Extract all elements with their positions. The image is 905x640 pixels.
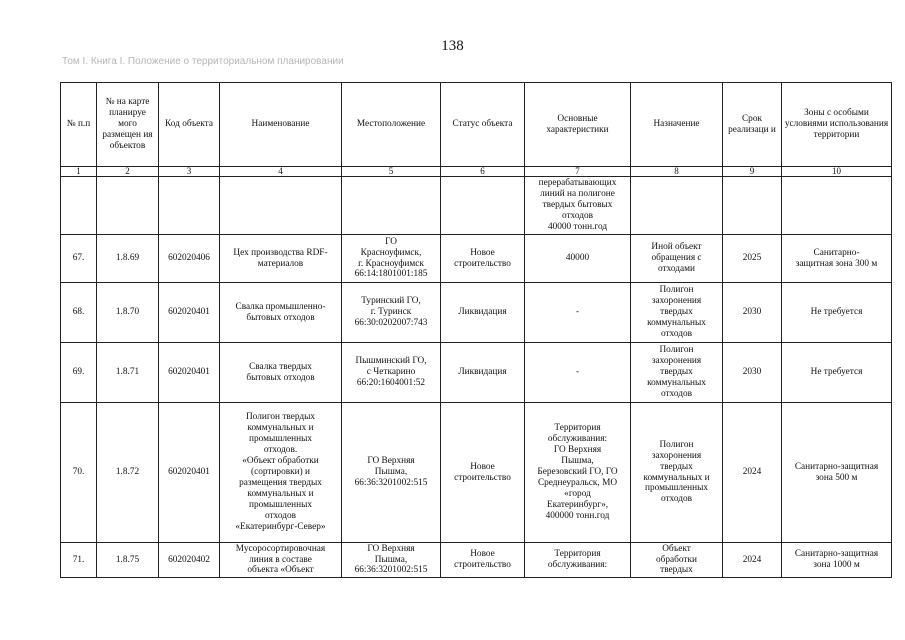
table-cell-code: 602020401 xyxy=(159,283,220,343)
table-cell-no: 70. xyxy=(61,403,97,543)
column-number: 4 xyxy=(220,167,342,177)
table-row xyxy=(61,543,892,578)
table-cell-status: Ликвидация xyxy=(441,343,525,403)
table-cell xyxy=(441,177,525,235)
table-cell-status: Ликвидация xyxy=(441,283,525,343)
header-cell-status: Статус объекта xyxy=(441,83,525,167)
header-cell-no: № п.п xyxy=(61,83,97,167)
table-cell-purpose: Полигон захоронения твердых коммунальных отходов xyxy=(631,343,723,403)
table-cell-term: 2024 xyxy=(723,403,782,543)
table-row xyxy=(61,403,892,543)
table-cell-name: Свалка промышленно- бытовых отходов xyxy=(220,283,342,343)
table-cell-status: Новое строительство xyxy=(441,543,525,578)
table-cell-purpose: Иной объект обращения с отходами xyxy=(631,235,723,283)
table-cell-name: Цех производства RDF- материалов xyxy=(220,235,342,283)
running-header: Том I. Книга I. Положение о территориальном планировании xyxy=(62,56,344,67)
table-cell-status: Новое строительство xyxy=(441,403,525,543)
table-cell xyxy=(97,177,159,235)
table-cell-term: 2025 xyxy=(723,235,782,283)
table-row xyxy=(61,343,892,403)
column-number: 8 xyxy=(631,167,723,177)
table-cell-characteristics: Территория обслуживания: ГО Верхняя Пышма, Березовский ГО, ГО Среднеуральск, МО «город Екатеринбург», 400000 тонн.год xyxy=(525,403,631,543)
table-cell-map-no: 1.8.69 xyxy=(97,235,159,283)
table-cell xyxy=(220,177,342,235)
header-row xyxy=(61,83,892,167)
table-cell-purpose: Полигон захоронения твердых коммунальных отходов xyxy=(631,283,723,343)
table-cell xyxy=(631,177,723,235)
table-cell-characteristics: 40000 xyxy=(525,235,631,283)
table-cell-name: Полигон твердых коммунальных и промышленных отходов. «Объект обработки (сортировки) и размещения твердых коммунальных и промышленных отходов «Екатеринбург-Север» xyxy=(220,403,342,543)
table-cell-no: 67. xyxy=(61,235,97,283)
table-cell xyxy=(61,177,97,235)
table-row xyxy=(61,235,892,283)
column-number: 3 xyxy=(159,167,220,177)
table-cell-status: Новое строительство xyxy=(441,235,525,283)
column-number: 9 xyxy=(723,167,782,177)
header-cell-map-no: № на карте планируе мого размещен ия объектов xyxy=(97,83,159,167)
header-cell-characteristics: Основные характеристики xyxy=(525,83,631,167)
table-cell-zones: Санитарно- защитная зона 300 м xyxy=(782,235,892,283)
column-number: 1 xyxy=(61,167,97,177)
header-cell-name: Наименование xyxy=(220,83,342,167)
table-cell-purpose: Полигон захоронения твердых коммунальных и промышленных отходов xyxy=(631,403,723,543)
column-number-row xyxy=(61,167,892,177)
table-cell-characteristics: Территория обслуживания: xyxy=(525,543,631,578)
column-number: 5 xyxy=(342,167,441,177)
table-cell-zones: Санитарно-защитная зона 500 м xyxy=(782,403,892,543)
header-cell-term: Срок реализаци и xyxy=(723,83,782,167)
table-cell-location: ГО Верхняя Пышма, 66:36:3201002:515 xyxy=(342,543,441,578)
table-cell-characteristics: - xyxy=(525,283,631,343)
table-cell-code: 602020401 xyxy=(159,403,220,543)
header-cell-zones: Зоны с особыми условиями использования территории xyxy=(782,83,892,167)
table-row xyxy=(61,283,892,343)
table-cell-term: 2030 xyxy=(723,343,782,403)
header-cell-location: Местоположение xyxy=(342,83,441,167)
table-cell-zones: Не требуется xyxy=(782,283,892,343)
table-cell-no: 69. xyxy=(61,343,97,403)
table-cell-purpose: Объект обработки твердых xyxy=(631,543,723,578)
table-cell-location: Пышминский ГО, с Четкарино 66:20:1604001:52 xyxy=(342,343,441,403)
column-number: 6 xyxy=(441,167,525,177)
table-cell-map-no: 1.8.75 xyxy=(97,543,159,578)
table-cell-no: 68. xyxy=(61,283,97,343)
table-cell-code: 602020402 xyxy=(159,543,220,578)
table-cell-term: 2024 xyxy=(723,543,782,578)
table-cell-map-no: 1.8.72 xyxy=(97,403,159,543)
table-cell-code: 602020401 xyxy=(159,343,220,403)
table-cell-characteristics: - xyxy=(525,343,631,403)
table-cell-zones: Санитарно-защитная зона 1000 м xyxy=(782,543,892,578)
table-cell-no: 71. xyxy=(61,543,97,578)
table-cell-location: Туринский ГО, г. Туринск 66:30:0202007:743 xyxy=(342,283,441,343)
table-cell-characteristics: перерабатывающих линий на полигоне твердых бытовых отходов 40000 тонн.год xyxy=(525,177,631,235)
table-cell-map-no: 1.8.71 xyxy=(97,343,159,403)
column-number: 2 xyxy=(97,167,159,177)
table-row-continuation xyxy=(61,177,892,235)
column-number: 10 xyxy=(782,167,892,177)
page-number: 138 xyxy=(441,38,464,54)
table-cell-name: Свалка твердых бытовых отходов xyxy=(220,343,342,403)
table-cell xyxy=(782,177,892,235)
table-cell-map-no: 1.8.70 xyxy=(97,283,159,343)
table-cell xyxy=(159,177,220,235)
table-cell xyxy=(723,177,782,235)
objects-table xyxy=(60,82,892,578)
table-cell-term: 2030 xyxy=(723,283,782,343)
header-cell-code: Код объекта xyxy=(159,83,220,167)
table-cell-name: Мусоросортировочная линия в составе объекта «Объект xyxy=(220,543,342,578)
table-cell-code: 602020406 xyxy=(159,235,220,283)
table-cell-location: ГО Красноуфимск, г. Красноуфимск 66:14:1801001:185 xyxy=(342,235,441,283)
table-cell-location: ГО Верхняя Пышма, 66:36:3201002:515 xyxy=(342,403,441,543)
column-number: 7 xyxy=(525,167,631,177)
table-cell xyxy=(342,177,441,235)
table-cell-zones: Не требуется xyxy=(782,343,892,403)
header-cell-purpose: Назначение xyxy=(631,83,723,167)
